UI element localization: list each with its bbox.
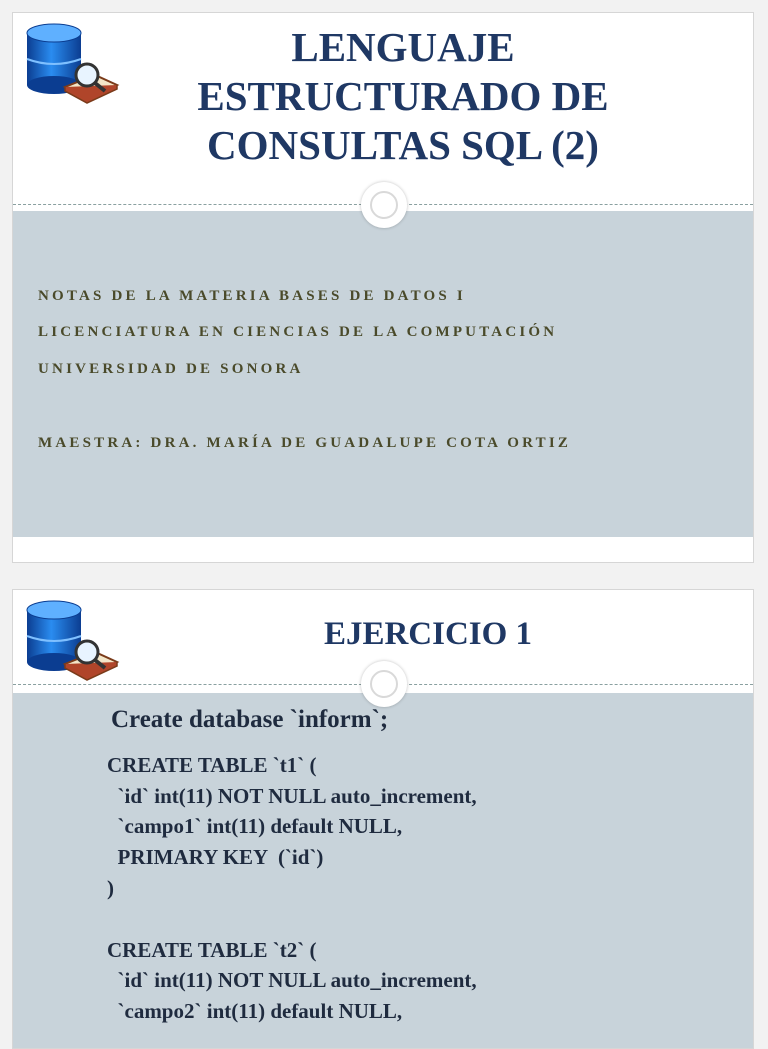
database-magnifier-icon [25,600,121,682]
subtitle-teacher: MAESTRA: DRA. MARÍA DE GUADALUPE COTA ORTIZ [38,435,572,451]
title-line: LENGUAJE [291,24,515,70]
circle-ornament-icon [361,182,407,228]
subtitle-degree: LICENCIATURA EN CIENCIAS DE LA COMPUTACIÓN [38,324,558,340]
slide-title-heading [133,23,673,170]
sql-code-block [107,705,477,1027]
code-panel [13,693,753,1049]
code-line: `id` int(11) NOT NULL auto_increment, [107,968,477,993]
code-line: `id` int(11) NOT NULL auto_increment, [107,783,477,808]
code-line: `campo1` int(11) default NULL, [107,814,403,839]
circle-ornament-icon [361,661,407,707]
code-line: CREATE TABLE `t1` ( [107,752,317,777]
title-line: ESTRUCTURADO DE [197,73,609,119]
code-line: PRIMARY KEY (`id`) [107,845,324,870]
subtitle-university: UNIVERSIDAD DE SONORA [38,361,304,377]
database-magnifier-icon [25,23,121,105]
create-database-statement: Create database `inform`; [111,706,389,733]
title-line: CONSULTAS SQL (2) [207,122,599,168]
slide-exercise [12,589,754,1049]
code-line: ) [107,875,114,900]
subtitle-course: NOTAS DE LA MATERIA BASES DE DATOS I [38,288,466,304]
exercise-title: EJERCICIO 1 [323,616,533,652]
slide-title [12,12,754,563]
code-line: `campo2` int(11) default NULL, [107,999,403,1024]
subtitle-panel [13,211,753,537]
code-line: CREATE TABLE `t2` ( [107,937,317,962]
